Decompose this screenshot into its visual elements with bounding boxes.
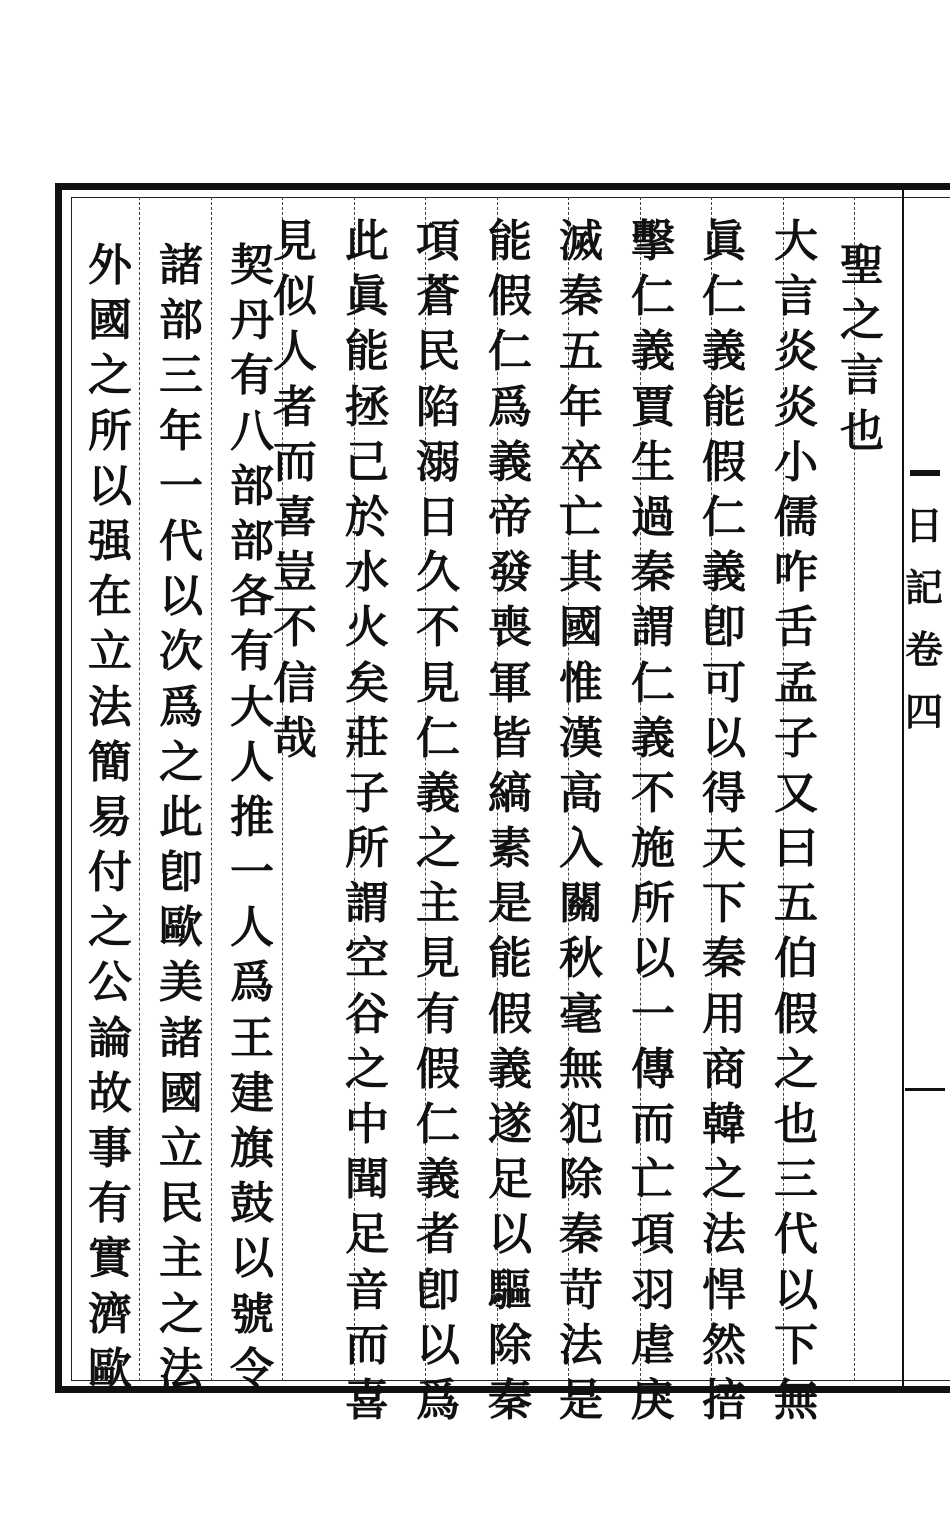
column-character: 溺 xyxy=(416,436,460,488)
column-character: 曰 xyxy=(774,823,818,875)
column-character: 主 xyxy=(416,878,460,930)
column-character: 濟 xyxy=(88,1288,132,1340)
column-character: 而 xyxy=(631,1099,675,1150)
column-character: 秦 xyxy=(559,1209,603,1261)
column-character: 所 xyxy=(88,405,132,457)
column-character: 音 xyxy=(345,1264,389,1316)
column-character: 項 xyxy=(416,216,460,267)
column-character: 下 xyxy=(702,878,746,930)
column-character: 惟 xyxy=(559,657,603,709)
column-character: 歐 xyxy=(88,1343,132,1395)
column-character: 火 xyxy=(345,602,389,654)
column-character: 卽 xyxy=(702,602,746,654)
column-character: 法 xyxy=(88,681,132,733)
column-character: 天 xyxy=(702,823,746,875)
column-character: 日 xyxy=(416,491,460,543)
column-character: 商 xyxy=(702,1043,746,1095)
fold-page-number xyxy=(905,1088,945,1091)
column-character: 也 xyxy=(840,405,884,457)
column-character: 關 xyxy=(559,878,603,930)
column-character: 是 xyxy=(559,1374,603,1426)
column-character: 國 xyxy=(88,295,132,347)
column-character: 喪 xyxy=(488,602,532,654)
column-character: 之 xyxy=(88,350,132,402)
column-character: 義 xyxy=(631,712,675,764)
column-character: 人 xyxy=(230,902,274,954)
column-character: 子 xyxy=(774,712,818,764)
column-character: 苛 xyxy=(559,1264,603,1316)
column-character: 令 xyxy=(230,1343,274,1395)
column-character: 無 xyxy=(774,1374,818,1426)
fold-margin xyxy=(902,183,950,1393)
column-character: 仁 xyxy=(416,712,460,764)
column-character: 又 xyxy=(774,767,818,819)
column-character: 號 xyxy=(230,1288,274,1340)
column-character: 舌 xyxy=(774,602,818,654)
column-character: 素 xyxy=(488,823,532,875)
text-column xyxy=(222,238,282,1397)
column-character: 年 xyxy=(559,381,603,433)
column-character: 犯 xyxy=(559,1099,603,1150)
column-character: 事 xyxy=(88,1123,132,1174)
column-character: 驅 xyxy=(488,1264,532,1316)
column-character: 謂 xyxy=(631,602,675,654)
column-character: 除 xyxy=(559,1154,603,1206)
column-character: 能 xyxy=(702,381,746,433)
text-column xyxy=(408,214,468,1428)
column-character: 秦 xyxy=(631,547,675,599)
column-character: 亡 xyxy=(631,1154,675,1206)
column-character: 大 xyxy=(774,216,818,267)
column-character: 法 xyxy=(702,1209,746,1261)
column-character: 悍 xyxy=(702,1264,746,1316)
column-character: 戾 xyxy=(631,1374,675,1426)
column-character: 諸 xyxy=(159,240,203,291)
column-character: 中 xyxy=(345,1099,389,1150)
column-character: 義 xyxy=(416,1154,460,1206)
column-character: 以 xyxy=(702,712,746,764)
column-character: 發 xyxy=(488,547,532,599)
column-character: 遂 xyxy=(488,1099,532,1150)
column-character: 推 xyxy=(230,791,274,843)
column-character: 代 xyxy=(774,1209,818,1261)
column-character: 次 xyxy=(159,626,203,678)
column-character: 滅 xyxy=(559,216,603,267)
column-character: 秦 xyxy=(702,933,746,985)
column-character: 付 xyxy=(88,847,132,899)
column-character: 歐 xyxy=(159,902,203,954)
column-character: 丹 xyxy=(230,295,274,347)
column-character: 外 xyxy=(88,240,132,291)
column-character: 矣 xyxy=(345,657,389,709)
column-character: 國 xyxy=(559,602,603,654)
column-character: 旗 xyxy=(230,1123,274,1174)
column-character: 簡 xyxy=(88,736,132,788)
column-character: 而 xyxy=(273,436,317,488)
column-character: 掊 xyxy=(702,1374,746,1426)
column-character: 蒼 xyxy=(416,271,460,323)
fold-label-char: 卷 xyxy=(904,627,943,672)
column-character: 下 xyxy=(774,1319,818,1371)
column-character: 仁 xyxy=(702,271,746,323)
column-character: 此 xyxy=(345,216,389,267)
column-character: 孟 xyxy=(774,657,818,709)
column-character: 能 xyxy=(488,216,532,267)
column-character: 生 xyxy=(631,436,675,488)
column-character: 高 xyxy=(559,767,603,819)
column-character: 法 xyxy=(559,1319,603,1371)
column-character: 縞 xyxy=(488,767,532,819)
column-character: 軍 xyxy=(488,657,532,709)
column-character: 然 xyxy=(702,1319,746,1371)
column-character: 拯 xyxy=(345,381,389,433)
text-column xyxy=(766,214,826,1428)
text-column xyxy=(480,214,540,1428)
column-character: 之 xyxy=(702,1154,746,1206)
column-character: 除 xyxy=(488,1319,532,1371)
column-character: 以 xyxy=(488,1209,532,1261)
column-character: 擊 xyxy=(631,216,675,267)
column-character: 國 xyxy=(159,1067,203,1119)
column-character: 之 xyxy=(774,1043,818,1095)
column-character: 而 xyxy=(345,1319,389,1371)
column-character: 在 xyxy=(88,571,132,623)
column-character: 年 xyxy=(159,405,203,457)
column-character: 義 xyxy=(416,767,460,819)
text-column xyxy=(551,214,611,1428)
column-character: 主 xyxy=(159,1233,203,1285)
fold-label-char: 日 xyxy=(904,503,943,548)
column-character: 毫 xyxy=(559,988,603,1040)
column-character: 以 xyxy=(774,1264,818,1316)
column-character: 義 xyxy=(488,1043,532,1095)
column-character: 假 xyxy=(488,988,532,1040)
column-character: 喜 xyxy=(273,491,317,543)
column-character: 爲 xyxy=(416,1374,460,1426)
column-character: 實 xyxy=(88,1233,132,1285)
column-character: 己 xyxy=(345,436,389,488)
column-character: 卒 xyxy=(559,436,603,488)
column-character: 以 xyxy=(159,571,203,623)
column-character: 假 xyxy=(488,271,532,323)
column-character: 義 xyxy=(631,326,675,378)
column-character: 卽 xyxy=(416,1264,460,1316)
column-character: 以 xyxy=(230,1233,274,1285)
fold-label xyxy=(904,495,944,743)
column-character: 無 xyxy=(559,1043,603,1095)
text-column xyxy=(151,238,211,1397)
column-character: 亡 xyxy=(559,491,603,543)
text-column xyxy=(80,238,140,1397)
column-character: 見 xyxy=(273,216,317,267)
column-character: 仁 xyxy=(488,326,532,378)
column-character: 炎 xyxy=(774,326,818,378)
column-character: 有 xyxy=(230,350,274,402)
column-character: 仁 xyxy=(416,1099,460,1150)
fold-label-char: 記 xyxy=(904,565,943,610)
column-character: 久 xyxy=(416,547,460,599)
column-character: 賈 xyxy=(631,381,675,433)
column-character: 莊 xyxy=(345,712,389,764)
column-character: 論 xyxy=(88,1012,132,1064)
column-character: 喜 xyxy=(345,1374,389,1426)
column-character: 信 xyxy=(273,657,317,709)
text-column xyxy=(694,214,754,1428)
column-character: 皆 xyxy=(488,712,532,764)
column-character: 過 xyxy=(631,491,675,543)
column-character: 韓 xyxy=(702,1099,746,1150)
column-character: 代 xyxy=(159,515,203,567)
column-character: 其 xyxy=(559,547,603,599)
column-character: 爲 xyxy=(230,957,274,1009)
column-character: 以 xyxy=(88,460,132,512)
column-character: 三 xyxy=(159,350,203,402)
column-character: 仁 xyxy=(631,271,675,323)
column-character: 言 xyxy=(840,350,884,402)
column-character: 豈 xyxy=(273,547,317,599)
column-character: 所 xyxy=(631,878,675,930)
column-character: 假 xyxy=(416,1043,460,1095)
column-character: 義 xyxy=(488,436,532,488)
column-character: 部 xyxy=(230,515,274,567)
column-character: 人 xyxy=(230,736,274,788)
column-character: 八 xyxy=(230,405,274,457)
column-character: 五 xyxy=(774,878,818,930)
column-character: 是 xyxy=(488,878,532,930)
column-character: 秦 xyxy=(559,271,603,323)
column-character: 能 xyxy=(488,933,532,985)
column-character: 傳 xyxy=(631,1043,675,1095)
column-character: 易 xyxy=(88,791,132,843)
column-character: 之 xyxy=(88,902,132,954)
column-character: 以 xyxy=(631,933,675,985)
column-character: 假 xyxy=(702,436,746,488)
column-character: 入 xyxy=(559,823,603,875)
column-character: 卽 xyxy=(159,847,203,899)
column-character: 一 xyxy=(230,847,274,899)
column-character: 似 xyxy=(273,271,317,323)
column-character: 一 xyxy=(159,460,203,512)
column-character: 不 xyxy=(631,767,675,819)
column-character: 炎 xyxy=(774,381,818,433)
column-character: 各 xyxy=(230,571,274,623)
column-character: 公 xyxy=(88,957,132,1009)
column-character: 仁 xyxy=(631,657,675,709)
column-character: 子 xyxy=(345,767,389,819)
column-character: 伯 xyxy=(774,933,818,985)
column-character: 足 xyxy=(345,1209,389,1261)
column-character: 之 xyxy=(416,823,460,875)
page-number-text xyxy=(905,1058,945,1102)
column-character: 谷 xyxy=(345,988,389,1040)
column-character: 儒 xyxy=(774,491,818,543)
column-character: 之 xyxy=(159,1288,203,1340)
fold-label-char: 四 xyxy=(904,689,943,734)
column-character: 秦 xyxy=(488,1374,532,1426)
column-character: 所 xyxy=(345,823,389,875)
column-character: 水 xyxy=(345,547,389,599)
column-character: 此 xyxy=(159,791,203,843)
column-character: 得 xyxy=(702,767,746,819)
column-character: 立 xyxy=(159,1123,203,1174)
column-character: 足 xyxy=(488,1154,532,1206)
column-character: 哉 xyxy=(273,712,317,764)
column-character: 部 xyxy=(230,460,274,512)
column-character: 虐 xyxy=(631,1319,675,1371)
column-character: 建 xyxy=(230,1067,274,1119)
column-character: 於 xyxy=(345,491,389,543)
column-character: 陷 xyxy=(416,381,460,433)
column-character: 小 xyxy=(774,436,818,488)
column-character: 可 xyxy=(702,657,746,709)
column-character: 三 xyxy=(774,1154,818,1206)
column-character: 義 xyxy=(702,547,746,599)
column-character: 有 xyxy=(230,626,274,678)
column-character: 部 xyxy=(159,295,203,347)
column-character: 聞 xyxy=(345,1154,389,1206)
column-character: 義 xyxy=(702,326,746,378)
column-character: 聖 xyxy=(840,240,884,291)
column-character: 鼓 xyxy=(230,1178,274,1230)
column-character: 假 xyxy=(774,988,818,1040)
column-rule xyxy=(211,197,212,1381)
column-character: 者 xyxy=(416,1209,460,1261)
column-character: 也 xyxy=(774,1099,818,1150)
column-character: 空 xyxy=(345,933,389,985)
column-character: 有 xyxy=(416,988,460,1040)
text-column xyxy=(623,214,683,1428)
column-character: 一 xyxy=(631,988,675,1040)
column-character: 諸 xyxy=(159,1012,203,1064)
column-character: 帝 xyxy=(488,491,532,543)
column-character: 咋 xyxy=(774,547,818,599)
column-character: 大 xyxy=(230,681,274,733)
column-character: 眞 xyxy=(345,271,389,323)
column-character: 法 xyxy=(159,1343,203,1395)
column-character: 王 xyxy=(230,1012,274,1064)
column-character: 五 xyxy=(559,326,603,378)
column-character: 能 xyxy=(345,326,389,378)
column-character: 强 xyxy=(88,515,132,567)
column-character: 有 xyxy=(88,1178,132,1230)
column-character: 羽 xyxy=(631,1264,675,1316)
column-character: 仁 xyxy=(702,491,746,543)
column-character: 之 xyxy=(159,736,203,788)
column-character: 秋 xyxy=(559,933,603,985)
column-character: 爲 xyxy=(488,381,532,433)
column-character: 謂 xyxy=(345,878,389,930)
column-character: 施 xyxy=(631,823,675,875)
column-character: 故 xyxy=(88,1067,132,1119)
column-character: 美 xyxy=(159,957,203,1009)
column-character: 人 xyxy=(273,326,317,378)
column-character: 眞 xyxy=(702,216,746,267)
text-column xyxy=(337,214,397,1428)
column-character: 用 xyxy=(702,988,746,1040)
column-character: 契 xyxy=(230,240,274,291)
column-character: 以 xyxy=(416,1319,460,1371)
fold-fishtail-mark xyxy=(910,470,940,476)
column-character: 立 xyxy=(88,626,132,678)
column-character: 之 xyxy=(345,1043,389,1095)
column-character: 見 xyxy=(416,657,460,709)
column-character: 爲 xyxy=(159,681,203,733)
text-column xyxy=(832,238,892,459)
column-character: 之 xyxy=(840,295,884,347)
column-character: 民 xyxy=(159,1178,203,1230)
column-character: 不 xyxy=(416,602,460,654)
column-character: 不 xyxy=(273,602,317,654)
column-character: 者 xyxy=(273,381,317,433)
column-character: 民 xyxy=(416,326,460,378)
column-character: 見 xyxy=(416,933,460,985)
column-character: 項 xyxy=(631,1209,675,1261)
column-character: 漢 xyxy=(559,712,603,764)
column-character: 言 xyxy=(774,271,818,323)
